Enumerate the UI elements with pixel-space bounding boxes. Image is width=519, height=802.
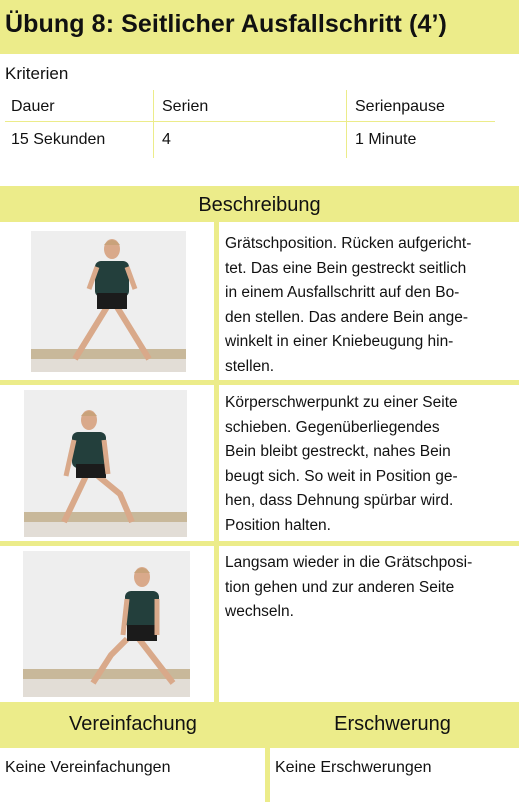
description-line: beugt sich. So weit in Position ge-	[225, 467, 458, 485]
description-line: tion gehen und zur anderen Seite	[225, 578, 455, 596]
description-line: hen, dass Dehnung spürbar wird.	[225, 492, 454, 510]
description-line: schieben. Gegenüberliegendes	[225, 418, 440, 436]
erschwerung-text: Keine Erschwerungen	[275, 759, 432, 776]
description-line: in einem Ausfallschritt auf den Bo-	[225, 284, 460, 302]
criteria-divider	[153, 90, 154, 158]
column-divider	[265, 748, 270, 802]
row-divider	[0, 541, 519, 546]
person-side-lunge-photo	[24, 390, 187, 537]
title-bar	[0, 0, 519, 54]
criteria-value-serienpause: 1 Minute	[355, 131, 417, 148]
step-2-description	[225, 391, 515, 539]
criteria-header-dauer: Dauer	[11, 98, 55, 115]
description-line: tet. Das eine Bein gestreckt seitlich	[225, 259, 467, 277]
description-line: Grätschposition. Rücken aufgericht-	[225, 235, 472, 252]
description-line: stellen.	[225, 357, 275, 375]
vereinfachung-header: Vereinfachung	[69, 713, 197, 735]
description-header-bar	[0, 186, 519, 222]
criteria-divider	[346, 90, 347, 158]
variations-header-bar	[0, 702, 519, 748]
criteria-label: Kriterien	[5, 64, 69, 83]
person-return-stance-photo	[23, 551, 190, 697]
page-title: Übung 8: Seitlicher Ausfallschritt (4’)	[5, 10, 447, 38]
step-3-description	[225, 551, 515, 625]
description-line: winkelt in einer Kniebeugung hin-	[225, 333, 454, 351]
description-header: Beschreibung	[198, 194, 321, 216]
step-1-description	[225, 232, 515, 380]
description-line: Position halten.	[225, 516, 331, 534]
criteria-value-serien: 4	[162, 131, 171, 148]
description-line: wechseln.	[225, 603, 294, 621]
description-line: Körperschwerpunkt zu einer Seite	[225, 394, 458, 411]
description-line: den stellen. Das andere Bein ange-	[225, 308, 468, 326]
column-divider	[214, 222, 219, 702]
vereinfachung-text: Keine Vereinfachungen	[5, 759, 171, 776]
description-line: Langsam wieder in die Grätschposi-	[225, 554, 473, 571]
person-straddle-stance-photo	[31, 231, 186, 372]
criteria-row-line	[5, 121, 495, 122]
description-line: Bein bleibt gestreckt, nahes Bein	[225, 443, 451, 461]
criteria-header-serienpause: Serienpause	[355, 98, 445, 115]
erschwerung-header: Erschwerung	[334, 713, 451, 735]
row-divider	[0, 380, 519, 385]
criteria-header-serien: Serien	[162, 98, 209, 115]
criteria-value-dauer: 15 Sekunden	[11, 131, 106, 148]
